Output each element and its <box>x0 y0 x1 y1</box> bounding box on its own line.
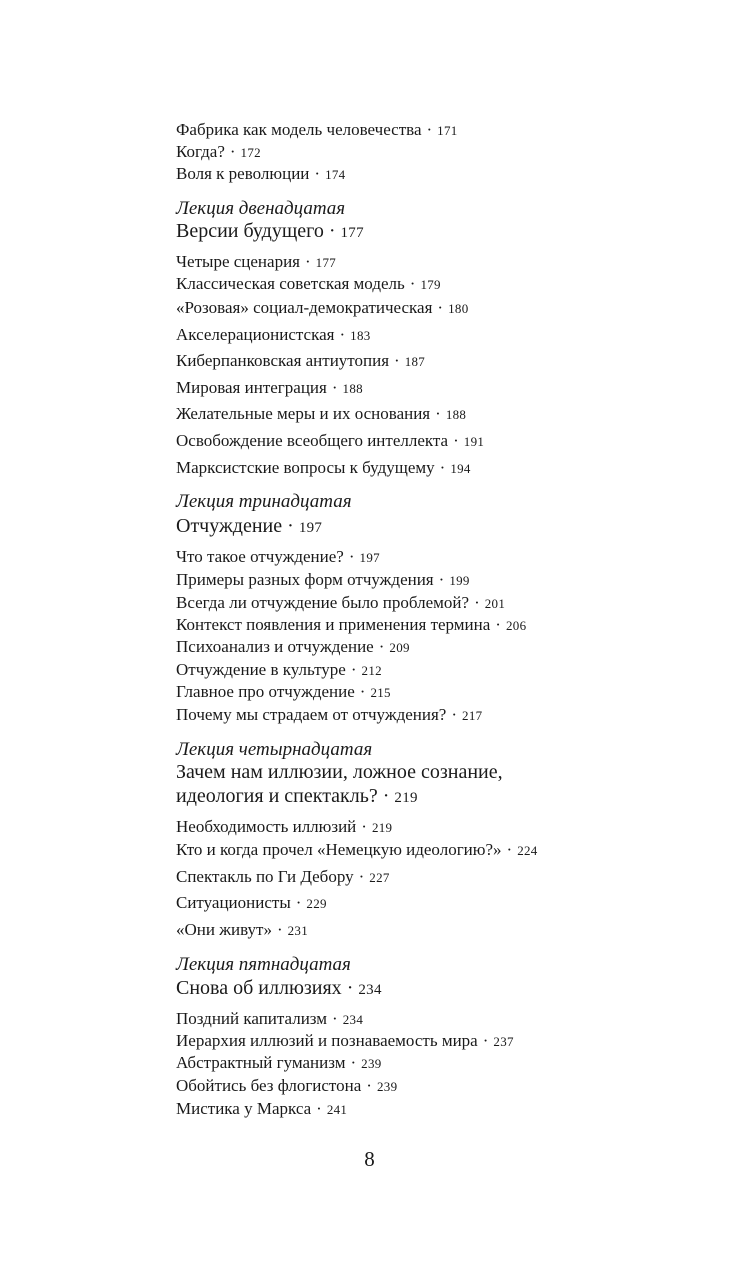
separator-dot: · <box>314 164 321 183</box>
entry-page-number: 239 <box>361 1056 382 1071</box>
entry-page-number: 188 <box>342 381 363 396</box>
entry-page-number: 231 <box>287 923 309 938</box>
entry-text: «Они живут» <box>176 920 272 939</box>
toc-entry <box>176 840 538 861</box>
separator-dot: · <box>350 1053 357 1072</box>
toc-entry <box>176 682 391 703</box>
entry-page-number: 234 <box>342 1012 364 1027</box>
entry-page-number: 234 <box>358 982 382 998</box>
entry-text: Примеры разных форм отчуждения <box>176 570 434 589</box>
entry-page-number: 219 <box>371 820 393 835</box>
toc-entry <box>176 1099 347 1120</box>
toc-entry <box>176 817 392 838</box>
lecture-heading <box>176 198 345 220</box>
entry-text: Спектакль по Ги Дебору <box>176 867 354 886</box>
toc-entry <box>176 1009 363 1030</box>
toc-entry <box>176 351 425 372</box>
separator-dot: · <box>361 817 367 836</box>
entry-page-number: 194 <box>450 461 471 476</box>
entry-page-number: 171 <box>437 123 458 138</box>
entry-page-number: 206 <box>505 618 527 633</box>
entry-text: Мировая интеграция <box>176 378 327 397</box>
toc-entry <box>176 547 380 568</box>
separator-dot: · <box>339 325 346 344</box>
entry-text: Снова об иллюзиях <box>176 977 342 999</box>
entry-text: Лекция четырнадцатая <box>176 739 373 760</box>
entry-text: Когда? <box>176 142 225 161</box>
toc-entry <box>176 325 371 346</box>
entry-page-number: 174 <box>325 167 346 182</box>
separator-dot: · <box>366 1076 372 1095</box>
lecture-heading <box>176 491 352 513</box>
entry-text: Иерархия иллюзий и познаваемость мира <box>176 1031 478 1050</box>
entry-page-number: 177 <box>315 255 337 270</box>
lecture-title <box>176 515 322 540</box>
entry-text: Отчуждение <box>176 515 283 537</box>
entry-page-number: 237 <box>493 1034 514 1049</box>
lecture-heading <box>176 954 351 976</box>
toc-entry <box>176 252 336 273</box>
entry-text: Освобождение всеобщего интеллекта <box>176 431 449 450</box>
toc-entry <box>176 431 484 452</box>
separator-dot: · <box>438 570 445 589</box>
toc-entry <box>176 893 327 914</box>
entry-page-number: 212 <box>361 663 382 678</box>
separator-dot: · <box>506 840 513 859</box>
separator-dot: · <box>437 298 444 317</box>
entry-page-number: 215 <box>370 685 391 700</box>
toc-entry <box>176 142 261 163</box>
separator-dot: · <box>474 593 480 612</box>
entry-page-number: 219 <box>394 790 418 806</box>
toc-entry <box>176 274 441 295</box>
lecture-title <box>176 785 418 810</box>
separator-dot: · <box>328 220 336 242</box>
entry-text: Кто и когда прочел «Немецкую идеологию?» <box>176 840 502 859</box>
toc-entry <box>176 120 458 141</box>
entry-page-number: 197 <box>359 550 380 565</box>
entry-page-number: 177 <box>340 225 364 241</box>
entry-text: Контекст появления и применения термина <box>176 615 491 634</box>
entry-page-number: 209 <box>389 640 410 655</box>
separator-dot: · <box>287 515 294 537</box>
lecture-title <box>176 761 503 784</box>
separator-dot: · <box>439 458 446 477</box>
toc-entry <box>176 705 482 726</box>
entry-text: Необходимость иллюзий <box>176 817 357 836</box>
separator-dot: · <box>435 404 441 423</box>
entry-page-number: 241 <box>326 1102 348 1117</box>
entry-text: Лекция пятнадцатая <box>176 954 351 975</box>
separator-dot: · <box>348 547 355 566</box>
separator-dot: · <box>482 1031 489 1050</box>
toc-entry <box>176 298 469 319</box>
separator-dot: · <box>359 682 366 701</box>
entry-text: Классическая советская модель <box>176 274 405 293</box>
separator-dot: · <box>295 893 302 912</box>
separator-dot: · <box>316 1099 322 1118</box>
separator-dot: · <box>332 1009 338 1028</box>
separator-dot: · <box>350 660 357 679</box>
lecture-title <box>176 220 364 245</box>
entry-text: Акселерационистская <box>176 325 335 344</box>
entry-text: Обойтись без флогистона <box>176 1076 362 1095</box>
separator-dot: · <box>495 615 501 634</box>
separator-dot: · <box>394 351 400 370</box>
separator-dot: · <box>453 431 459 450</box>
entry-page-number: 191 <box>463 434 485 449</box>
entry-page-number: 201 <box>484 596 506 611</box>
entry-text: Лекция тринадцатая <box>176 491 352 512</box>
entry-text: Воля к революции <box>176 164 310 183</box>
entry-page-number: 172 <box>240 145 261 160</box>
entry-text: Абстрактный гуманизм <box>176 1053 346 1072</box>
entry-page-number: 188 <box>445 407 467 422</box>
entry-text: Отчуждение в культуре <box>176 660 346 679</box>
entry-text: Мистика у Маркса <box>176 1099 312 1118</box>
entry-text: Психоанализ и отчуждение <box>176 637 374 656</box>
entry-text: Фабрика как модель человечества <box>176 120 422 139</box>
toc-entry <box>176 593 505 614</box>
entry-text: «Розовая» социал-демократическая <box>176 298 433 317</box>
entry-text: Главное про отчуждение <box>176 682 355 701</box>
entry-text: Желательные меры и их основания <box>176 404 431 423</box>
entry-page-number: 227 <box>369 870 390 885</box>
entry-page-number: 199 <box>449 573 470 588</box>
toc-entry <box>176 404 466 425</box>
page-number: 8 <box>364 1147 375 1171</box>
toc-entry <box>176 378 363 399</box>
toc-entry <box>176 1076 397 1097</box>
toc-entry <box>176 867 390 888</box>
entry-page-number: 224 <box>517 843 538 858</box>
entry-page-number: 183 <box>350 328 371 343</box>
entry-text: Всегда ли отчуждение было проблемой? <box>176 593 470 612</box>
entry-page-number: 239 <box>376 1079 398 1094</box>
toc-entry <box>176 164 345 185</box>
separator-dot: · <box>229 142 236 161</box>
lecture-heading <box>176 739 372 761</box>
entry-text: Зачем нам иллюзии, ложное сознание, <box>176 761 503 783</box>
lecture-title <box>176 977 382 1002</box>
separator-dot: · <box>358 867 365 886</box>
entry-text: идеология и спектакль? <box>176 785 378 807</box>
separator-dot: · <box>378 637 385 656</box>
entry-page-number: 187 <box>404 354 426 369</box>
separator-dot: · <box>451 705 458 724</box>
entry-text: Почему мы страдаем от отчуждения? <box>176 705 447 724</box>
entry-page-number: 180 <box>448 301 469 316</box>
entry-text: Поздний капитализм <box>176 1009 328 1028</box>
separator-dot: · <box>409 274 416 293</box>
separator-dot: · <box>331 378 338 397</box>
toc-entry <box>176 637 410 658</box>
toc-entry <box>176 458 471 479</box>
entry-text: Ситуационисты <box>176 893 291 912</box>
toc-entry <box>176 1031 514 1052</box>
entry-page-number: 197 <box>298 520 323 536</box>
toc-entry <box>176 615 526 636</box>
separator-dot: · <box>382 785 390 807</box>
entry-text: Марксистские вопросы к будущему <box>176 458 435 477</box>
entry-text: Четыре сценария <box>176 252 300 271</box>
toc-entry <box>176 660 382 681</box>
entry-page-number: 179 <box>420 277 441 292</box>
toc-entry <box>176 570 470 591</box>
entry-text: Версии будущего <box>176 220 324 242</box>
entry-text: Что такое отчуждение? <box>176 547 344 566</box>
separator-dot: · <box>426 120 433 139</box>
entry-text: Киберпанковская антиутопия <box>176 351 390 370</box>
entry-text: Лекция двенадцатая <box>176 198 346 219</box>
separator-dot: · <box>276 920 283 939</box>
toc-entry <box>176 1053 382 1074</box>
separator-dot: · <box>346 977 354 999</box>
entry-page-number: 229 <box>306 896 327 911</box>
entry-page-number: 217 <box>462 708 483 723</box>
separator-dot: · <box>305 252 311 271</box>
toc-entry <box>176 920 308 941</box>
